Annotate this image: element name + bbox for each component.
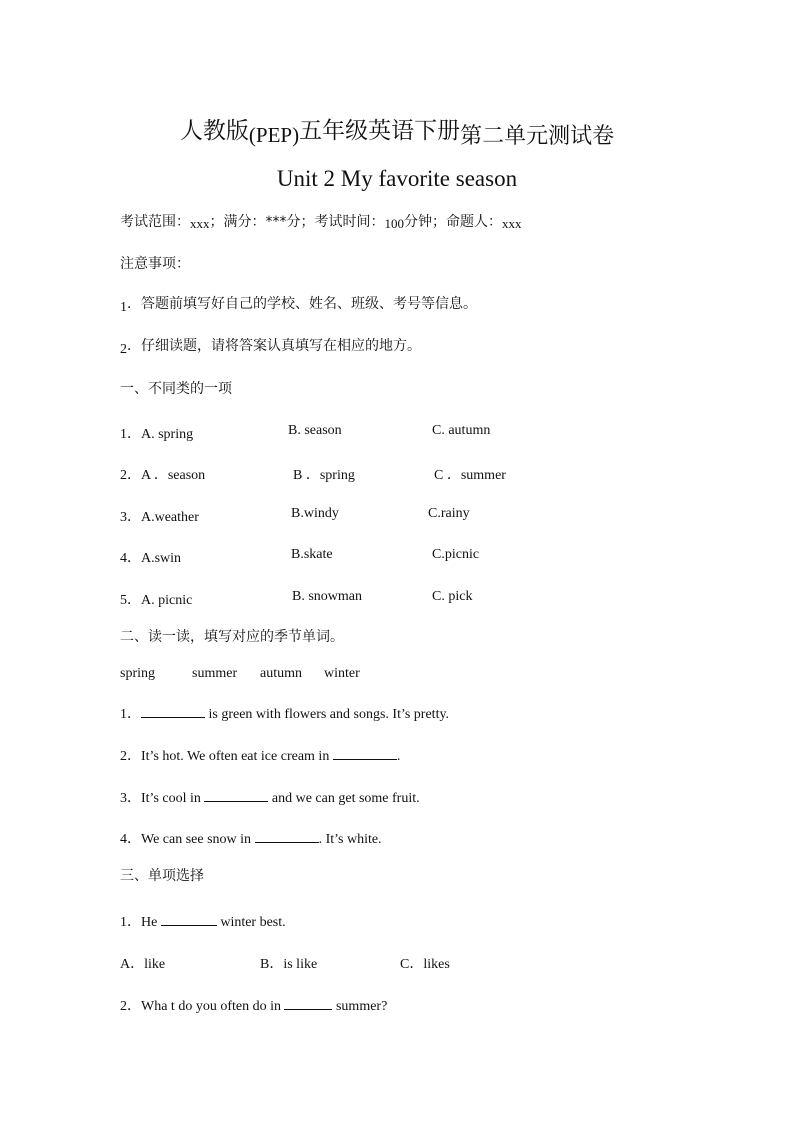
- s3-q2-post: summer?: [332, 999, 388, 1014]
- s3-q1-option-a: A．like: [120, 957, 166, 972]
- s2-q4-post: . It’s white.: [318, 832, 382, 847]
- note-1-num: 1: [120, 300, 127, 315]
- s2-q3-pre: 3．It’s cool in: [120, 791, 205, 806]
- note-2-num: 2: [120, 342, 127, 357]
- section3-heading: 三、单项选择: [120, 868, 204, 884]
- section1-heading: 一、不同类的一项: [120, 381, 232, 397]
- time-label: ；考试时间：: [300, 214, 385, 230]
- s1-q2-c: C ．summer: [434, 468, 506, 483]
- score-label: ；满分：: [209, 214, 266, 230]
- range-label: 考试范围：: [120, 214, 190, 230]
- exam-meta: [120, 211, 522, 231]
- s1-q1-c: C. autumn: [432, 423, 491, 438]
- s3-q2-blank[interactable]: [284, 997, 332, 1010]
- s1-q5-c: C. pick: [432, 589, 473, 604]
- s2-q3-post: and we can get some fruit.: [268, 791, 420, 806]
- word-summer: summer: [192, 666, 238, 681]
- note-1-text: ．答题前填写好自己的学校、姓名、班级、考号等信息。: [127, 296, 477, 312]
- note-2-text: ．仔细读题，请将答案认真填写在相应的地方。: [127, 338, 421, 354]
- page-title: [0, 112, 794, 148]
- s3-q1-post: winter best.: [216, 915, 286, 930]
- s1-q5-b: B. snowman: [292, 589, 362, 604]
- page-subtitle: Unit 2 My favorite season: [276, 166, 518, 191]
- s2-q1-post: is green with flowers and songs. It’s pretty.: [205, 707, 450, 722]
- s2-q1-blank[interactable]: [141, 705, 205, 718]
- title-part-4: 第二单元测试卷: [460, 123, 615, 148]
- s3-q1-option-c: C．likes: [400, 957, 450, 972]
- title-part-3: 五年级英语下册: [299, 118, 461, 143]
- s1-q5-a: 5．A. picnic: [120, 593, 193, 608]
- s2-q3: [120, 787, 420, 807]
- s3-q2: [120, 995, 387, 1015]
- section2-heading: 二、读一读，填写对应的季节单词。: [120, 629, 344, 645]
- word-winter: winter: [324, 666, 360, 681]
- range-value: xxx: [190, 216, 210, 231]
- s2-q4-pre: 4．We can see snow in: [120, 832, 255, 847]
- s3-q1-blank[interactable]: [161, 913, 217, 926]
- notes-heading: 注意事项：: [120, 256, 190, 272]
- s1-q1-b: B. season: [288, 423, 342, 438]
- title-part-2: (PEP): [248, 123, 300, 147]
- time-unit: 分钟；命题人：: [404, 214, 502, 230]
- s2-q2-blank[interactable]: [333, 747, 397, 760]
- s1-q4-a: 4．A.swin: [120, 551, 182, 566]
- s1-q2-a: 2．A ．season: [120, 468, 206, 483]
- s1-q1-a: 1．A. spring: [120, 427, 194, 442]
- note-2: [120, 335, 421, 355]
- word-spring: spring: [120, 666, 155, 681]
- time-value: 100: [384, 216, 404, 231]
- s1-q4-b: B.skate: [291, 547, 333, 562]
- s2-q2: [120, 745, 400, 765]
- s1-q3-b: B.windy: [291, 506, 339, 521]
- s2-q4: [120, 828, 382, 848]
- s2-q3-blank[interactable]: [204, 789, 268, 802]
- word-autumn: autumn: [260, 666, 302, 681]
- s2-q2-pre: 2．It’s hot. We often eat ice cream in: [120, 749, 333, 764]
- s1-q3-a: 3．A.weather: [120, 510, 199, 525]
- note-1: [120, 293, 477, 313]
- s1-q4-c: C.picnic: [432, 547, 480, 562]
- s3-q2-pre: 2．Wha t do you often do in: [120, 999, 285, 1014]
- title-part-1: 人教版: [179, 118, 249, 143]
- author-value: xxx: [502, 216, 522, 231]
- score-value: ***分: [265, 214, 301, 230]
- s2-q4-blank[interactable]: [255, 830, 319, 843]
- s2-q1-pre: 1．: [120, 707, 141, 722]
- s1-q2-b: B ．spring: [293, 468, 355, 483]
- s2-q2-post: .: [396, 749, 401, 764]
- s3-q1-option-b: B．is like: [260, 957, 318, 972]
- s3-q1: [120, 911, 286, 931]
- s1-q3-c: C.rainy: [428, 506, 470, 521]
- s3-q1-pre: 1．He: [120, 915, 161, 930]
- s2-q1: [120, 703, 449, 723]
